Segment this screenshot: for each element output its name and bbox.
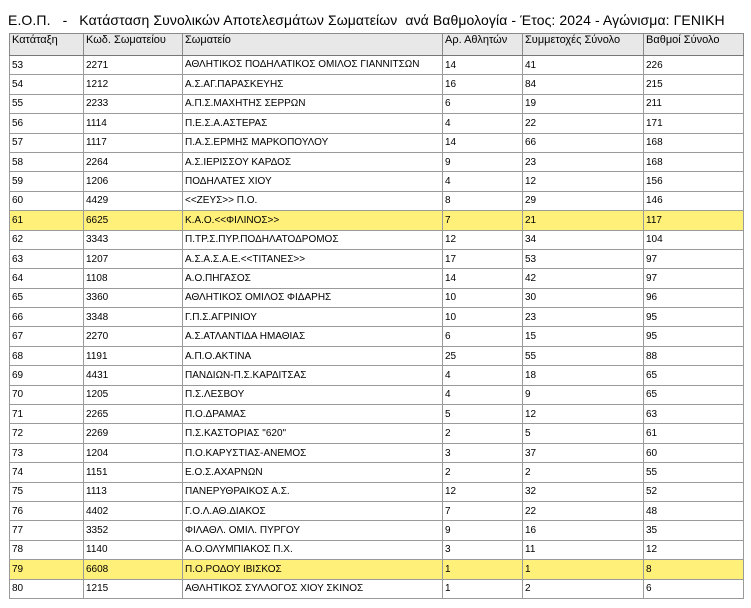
cell-rank: 68 <box>10 346 84 365</box>
header-club: Σωματείο <box>183 34 443 56</box>
cell-club <box>183 269 443 288</box>
cell-points: 96 <box>644 288 744 307</box>
cell-club <box>183 501 443 520</box>
table-row <box>10 249 744 268</box>
cell-athletes: 8 <box>443 191 523 210</box>
cell-athletes: 10 <box>443 288 523 307</box>
table-row <box>10 405 744 424</box>
cell-participations: 42 <box>523 269 644 288</box>
cell-club-code: 2233 <box>84 94 183 113</box>
cell-club <box>183 540 443 559</box>
cell-points: 61 <box>644 424 744 443</box>
cell-rank: 61 <box>10 211 84 230</box>
club-name: Α.Π.Σ.ΜΑΧΗΤΗΣ ΣΕΡΡΩΝ <box>185 98 306 110</box>
club-name: ΠΟΔΗΛΑΤΕΣ ΧΙΟΥ <box>185 176 272 188</box>
cell-points: 48 <box>644 501 744 520</box>
cell-athletes: 17 <box>443 249 523 268</box>
club-name: Α.Ο.ΟΛΥΜΠΙΑΚΟΣ Π.Χ. <box>185 544 293 556</box>
club-name: Π.Σ.ΚΑΣΤΟΡΙΑΣ "620" <box>185 428 287 440</box>
cell-participations: 23 <box>523 152 644 171</box>
cell-club-code: 1205 <box>84 385 183 404</box>
cell-club-code: 2264 <box>84 152 183 171</box>
cell-club <box>183 424 443 443</box>
cell-athletes: 1 <box>443 560 523 579</box>
table-row <box>10 152 744 171</box>
club-name: Α.Σ.ΑΤΛΑΝΤΙΔΑ ΗΜΑΘΙΑΣ <box>185 331 306 343</box>
cell-participations: 9 <box>523 385 644 404</box>
cell-club-code: 6625 <box>84 211 183 230</box>
cell-club <box>183 521 443 540</box>
club-name: <<ΖΕΥΣ>> Π.Ο. <box>185 195 258 207</box>
cell-club <box>183 405 443 424</box>
cell-club <box>183 172 443 191</box>
table-row <box>10 230 744 249</box>
header-athletes: Αρ. Αθλητών <box>443 34 523 56</box>
cell-points: 55 <box>644 463 744 482</box>
cell-club-code: 1117 <box>84 133 183 152</box>
cell-club <box>183 114 443 133</box>
club-name: Α.Σ.Α.Σ.Α.Ε.<<ΤΙΤΑΝΕΣ>> <box>185 253 306 265</box>
table-body <box>10 56 744 599</box>
cell-points: 171 <box>644 114 744 133</box>
cell-club-code: 1151 <box>84 463 183 482</box>
cell-participations: 2 <box>523 579 644 598</box>
cell-participations: 22 <box>523 114 644 133</box>
cell-club <box>183 366 443 385</box>
cell-athletes: 10 <box>443 308 523 327</box>
cell-rank: 78 <box>10 540 84 559</box>
cell-rank: 58 <box>10 152 84 171</box>
cell-points: 95 <box>644 327 744 346</box>
table-row <box>10 521 744 540</box>
cell-rank: 60 <box>10 191 84 210</box>
club-name: Ε.Ο.Σ.ΑΧΑΡΝΩΝ <box>185 466 263 478</box>
cell-athletes: 9 <box>443 521 523 540</box>
cell-club-code: 2265 <box>84 405 183 424</box>
cell-points: 117 <box>644 211 744 230</box>
cell-club-code: 1114 <box>84 114 183 133</box>
header-points: Βαθμοί Σύνολο <box>644 34 744 56</box>
table-row <box>10 366 744 385</box>
cell-athletes: 4 <box>443 172 523 191</box>
cell-participations: 11 <box>523 540 644 559</box>
cell-participations: 34 <box>523 230 644 249</box>
cell-participations: 37 <box>523 443 644 462</box>
cell-participations: 1 <box>523 560 644 579</box>
cell-athletes: 25 <box>443 346 523 365</box>
cell-athletes: 9 <box>443 152 523 171</box>
table-row <box>10 424 744 443</box>
cell-rank: 69 <box>10 366 84 385</box>
cell-club-code: 1204 <box>84 443 183 462</box>
cell-athletes: 3 <box>443 540 523 559</box>
cell-athletes: 5 <box>443 405 523 424</box>
cell-club <box>183 230 443 249</box>
cell-club-code: 1207 <box>84 249 183 268</box>
cell-athletes: 14 <box>443 133 523 152</box>
header-rank: Κατάταξη <box>10 34 84 56</box>
cell-points: 226 <box>644 56 744 75</box>
cell-points: 97 <box>644 249 744 268</box>
cell-points: 97 <box>644 269 744 288</box>
cell-points: 211 <box>644 94 744 113</box>
header-club-code: Κωδ. Σωματείου <box>84 34 183 56</box>
cell-club <box>183 579 443 598</box>
cell-club-code: 1215 <box>84 579 183 598</box>
cell-rank: 66 <box>10 308 84 327</box>
table-row <box>10 56 744 75</box>
cell-club <box>183 133 443 152</box>
cell-participations: 2 <box>523 463 644 482</box>
table-row <box>10 94 744 113</box>
cell-club-code: 6608 <box>84 560 183 579</box>
cell-athletes: 7 <box>443 501 523 520</box>
table-row <box>10 482 744 501</box>
table-row <box>10 288 744 307</box>
club-name: Γ.Ο.Λ.ΑΘ.ΔΙΑΚΟΣ <box>185 505 266 517</box>
cell-athletes: 14 <box>443 56 523 75</box>
cell-club-code: 3343 <box>84 230 183 249</box>
table-row <box>10 463 744 482</box>
cell-points: 146 <box>644 191 744 210</box>
cell-athletes: 6 <box>443 327 523 346</box>
table-row <box>10 114 744 133</box>
report-title: Ε.Ο.Π. - Κατάσταση Συνολικών Αποτελεσμάτων Σωματείων ανά Βαθμολογία - Έτος: 2024 - Αγώνισμα: ΓΕΝΙΚΗ <box>8 12 725 28</box>
club-name: Π.Ο.ΔΡΑΜΑΣ <box>185 408 247 420</box>
table-row <box>10 75 744 94</box>
cell-participations: 84 <box>523 75 644 94</box>
cell-participations: 21 <box>523 211 644 230</box>
cell-club-code: 3348 <box>84 308 183 327</box>
cell-rank: 79 <box>10 560 84 579</box>
cell-athletes: 12 <box>443 482 523 501</box>
cell-rank: 55 <box>10 94 84 113</box>
cell-points: 65 <box>644 385 744 404</box>
table-row <box>10 540 744 559</box>
club-name: Π.ΤΡ.Σ.ΠΥΡ.ΠΟΔΗΛΑΤΟΔΡΟΜΟΣ <box>185 234 339 246</box>
cell-rank: 64 <box>10 269 84 288</box>
cell-rank: 71 <box>10 405 84 424</box>
cell-rank: 57 <box>10 133 84 152</box>
cell-points: 168 <box>644 152 744 171</box>
cell-participations: 12 <box>523 405 644 424</box>
club-name: ΑΘΛΗΤΙΚΟΣ ΠΟΔΗΛΑΤΙΚΟΣ ΟΜΙΛΟΣ ΓΙΑΝΝΙΤΣΩΝ <box>185 59 420 70</box>
club-name: Π.Ο.ΚΑΡΥΣΤΙΑΣ-ΑΝΕΜΟΣ <box>185 447 307 459</box>
cell-points: 6 <box>644 579 744 598</box>
cell-participations: 15 <box>523 327 644 346</box>
cell-rank: 74 <box>10 463 84 482</box>
club-name: Γ.Π.Σ.ΑΓΡΙΝΙΟΥ <box>185 311 257 323</box>
cell-participations: 66 <box>523 133 644 152</box>
cell-rank: 70 <box>10 385 84 404</box>
cell-rank: 76 <box>10 501 84 520</box>
cell-points: 88 <box>644 346 744 365</box>
cell-points: 63 <box>644 405 744 424</box>
table-row <box>10 385 744 404</box>
cell-rank: 67 <box>10 327 84 346</box>
cell-participations: 55 <box>523 346 644 365</box>
cell-club-code: 1206 <box>84 172 183 191</box>
cell-athletes: 2 <box>443 424 523 443</box>
cell-points: 156 <box>644 172 744 191</box>
club-name: Π.Α.Σ.ΕΡΜΗΣ ΜΑΡΚΟΠΟΥΛΟΥ <box>185 137 329 149</box>
cell-rank: 62 <box>10 230 84 249</box>
cell-club <box>183 385 443 404</box>
cell-club <box>183 327 443 346</box>
cell-points: 60 <box>644 443 744 462</box>
cell-club <box>183 152 443 171</box>
club-name: Π.Ο.ΡΟΔΟΥ ΙΒΙΣΚΟΣ <box>185 563 282 575</box>
cell-club <box>183 346 443 365</box>
cell-athletes: 12 <box>443 230 523 249</box>
results-table <box>9 33 744 599</box>
cell-club-code: 2271 <box>84 56 183 75</box>
cell-club-code: 4429 <box>84 191 183 210</box>
cell-club <box>183 463 443 482</box>
cell-rank: 63 <box>10 249 84 268</box>
cell-club-code: 3352 <box>84 521 183 540</box>
cell-club-code: 1113 <box>84 482 183 501</box>
cell-points: 104 <box>644 230 744 249</box>
table-row <box>10 308 744 327</box>
cell-participations: 16 <box>523 521 644 540</box>
cell-participations: 32 <box>523 482 644 501</box>
club-name: ΠΑΝΕΡΥΘΡΑΙΚΟΣ Α.Σ. <box>185 486 290 498</box>
cell-athletes: 6 <box>443 94 523 113</box>
cell-athletes: 3 <box>443 443 523 462</box>
cell-participations: 53 <box>523 249 644 268</box>
cell-club-code: 1191 <box>84 346 183 365</box>
header-row <box>10 34 744 56</box>
cell-club-code: 1140 <box>84 540 183 559</box>
cell-rank: 77 <box>10 521 84 540</box>
cell-athletes: 4 <box>443 385 523 404</box>
table-row <box>10 133 744 152</box>
cell-rank: 59 <box>10 172 84 191</box>
cell-club-code: 3360 <box>84 288 183 307</box>
cell-rank: 75 <box>10 482 84 501</box>
cell-rank: 65 <box>10 288 84 307</box>
cell-club <box>183 75 443 94</box>
cell-participations: 41 <box>523 56 644 75</box>
cell-participations: 19 <box>523 94 644 113</box>
table-row <box>10 346 744 365</box>
cell-points: 52 <box>644 482 744 501</box>
cell-club <box>183 249 443 268</box>
cell-club-code: 1212 <box>84 75 183 94</box>
cell-club <box>183 288 443 307</box>
cell-athletes: 16 <box>443 75 523 94</box>
cell-points: 168 <box>644 133 744 152</box>
cell-points: 35 <box>644 521 744 540</box>
cell-athletes: 4 <box>443 114 523 133</box>
club-name: ΑΘΛΗΤΙΚΟΣ ΟΜΙΛΟΣ ΦΙΔΑΡΗΣ <box>185 292 332 304</box>
club-name: Π.Σ.ΛΕΣΒΟΥ <box>185 389 245 401</box>
cell-athletes: 14 <box>443 269 523 288</box>
cell-club <box>183 482 443 501</box>
table-row <box>10 579 744 598</box>
cell-rank: 56 <box>10 114 84 133</box>
cell-participations: 12 <box>523 172 644 191</box>
cell-participations: 5 <box>523 424 644 443</box>
table-row <box>10 501 744 520</box>
club-name: Κ.Α.Ο.<<ΦΙΛΙΝΟΣ>> <box>185 214 280 226</box>
cell-participations: 30 <box>523 288 644 307</box>
club-name: ΦΙΛΑΘΛ. ΟΜΙΛ. ΠΥΡΓΟΥ <box>185 525 301 537</box>
cell-participations: 29 <box>523 191 644 210</box>
club-name: Α.Ο.ΠΗΓΑΣΟΣ <box>185 272 251 284</box>
club-name: ΑΘΛΗΤΙΚΟΣ ΣΥΛΛΟΓΟΣ ΧΙΟΥ ΣΚΙΝΟΣ <box>185 583 364 595</box>
cell-club-code: 2269 <box>84 424 183 443</box>
cell-points: 215 <box>644 75 744 94</box>
cell-club <box>183 308 443 327</box>
cell-athletes: 2 <box>443 463 523 482</box>
table-row <box>10 560 744 579</box>
table-header <box>10 34 744 56</box>
table-row <box>10 269 744 288</box>
cell-club <box>183 560 443 579</box>
cell-club <box>183 443 443 462</box>
cell-rank: 53 <box>10 56 84 75</box>
club-name: Α.Σ.ΙΕΡΙΣΣΟΥ ΚΑΡΔΟΣ <box>185 156 292 168</box>
table-row <box>10 327 744 346</box>
cell-rank: 73 <box>10 443 84 462</box>
cell-points: 12 <box>644 540 744 559</box>
cell-club-code: 4431 <box>84 366 183 385</box>
cell-club-code: 2270 <box>84 327 183 346</box>
table-row <box>10 211 744 230</box>
cell-rank: 80 <box>10 579 84 598</box>
cell-points: 65 <box>644 366 744 385</box>
table-row <box>10 443 744 462</box>
cell-club-code: 4402 <box>84 501 183 520</box>
table-row <box>10 172 744 191</box>
cell-athletes: 7 <box>443 211 523 230</box>
cell-athletes: 1 <box>443 579 523 598</box>
cell-participations: 22 <box>523 501 644 520</box>
table-row <box>10 191 744 210</box>
cell-rank: 54 <box>10 75 84 94</box>
club-name: Α.Π.Ο.ΑΚΤΙΝΑ <box>185 350 252 362</box>
cell-participations: 18 <box>523 366 644 385</box>
cell-club <box>183 94 443 113</box>
cell-rank: 72 <box>10 424 84 443</box>
club-name: Α.Σ.ΑΓ.ΠΑΡΑΣΚΕΥΗΣ <box>185 79 284 91</box>
cell-club <box>183 211 443 230</box>
club-name: ΠΑΝΔΙΩΝ-Π.Σ.ΚΑΡΔΙΤΣΑΣ <box>185 369 307 381</box>
cell-points: 8 <box>644 560 744 579</box>
cell-club <box>183 56 443 75</box>
cell-points: 95 <box>644 308 744 327</box>
cell-athletes: 4 <box>443 366 523 385</box>
cell-club <box>183 191 443 210</box>
club-name: Π.Ε.Σ.Α.ΑΣΤΕΡΑΣ <box>185 117 268 129</box>
cell-club-code: 1108 <box>84 269 183 288</box>
header-participations: Συμμετοχές Σύνολο <box>523 34 644 56</box>
cell-participations: 23 <box>523 308 644 327</box>
